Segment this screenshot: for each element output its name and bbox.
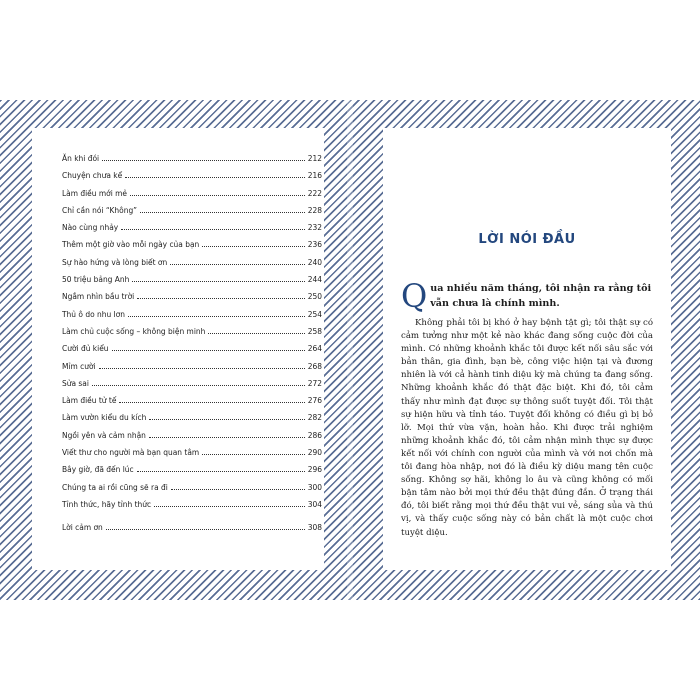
toc-row	[62, 519, 322, 536]
toc-row	[62, 236, 322, 253]
toc-leader-dots	[132, 277, 304, 282]
toc-leader-dots	[170, 260, 305, 265]
toc-page-number: 308	[307, 522, 322, 533]
toc-title: Bây giờ, đã đến lúc	[62, 464, 134, 475]
toc-row	[62, 409, 322, 426]
preface-title: LỜI NÓI ĐẦU	[478, 232, 576, 247]
toc-leader-dots	[119, 398, 304, 403]
left-page	[32, 128, 324, 570]
toc-row	[62, 375, 322, 392]
toc-leader-dots	[121, 225, 305, 230]
toc-leader-dots	[154, 502, 305, 507]
toc-page-number: 258	[307, 325, 322, 336]
toc-leader-dots	[171, 485, 305, 490]
toc-leader-dots	[99, 364, 305, 369]
toc-title: Làm điều mới mẻ	[62, 187, 128, 198]
toc-row	[62, 496, 322, 513]
toc-row	[62, 479, 322, 496]
toc-page-number: 290	[307, 447, 322, 458]
toc-leader-dots	[202, 450, 305, 455]
toc-leader-dots	[106, 525, 305, 530]
toc-title: Chuyện chưa kể	[62, 170, 123, 181]
toc-title: Nào cùng nhảy	[62, 222, 119, 233]
preface-paragraph: Không phải tôi bị khó ở hay bệnh tật gì; tôi thật sự có cảm tưởng như một kẻ nào khác đang sống cuộc đời của mình. Có những khoảnh khắc tôi được kết nối sâu sắc với bản thân, gia đình, bạn bè, công việc hiện tại và đương nhiên là với cả hành tinh diệu kỳ mà chúng ta đang sống. Những khoảnh khắc đó thật đặc biệt. Khi đó, tôi cảm thấy như mình đạt được sự thông suốt tuyệt đối. Tôi thật sự hiện hữu và tỉnh táo. Tuyệt đối không có điều gì bị bỏ lỡ. Mọi thứ vừa vặn, hoàn hảo. Khi được trải nghiệm những khoảnh khắc đó, tôi cảm nhận mình thực sự được kết nối với chính con người của mình và với nơi chốn mà tôi đang hòa nhập, nơi đó là điều kỳ diệu mang tên cuộc sống. Không sợ hãi, không lo âu và cũng không có mối bận tâm nào bởi mọi thứ đều thật đúng đắn. Ở trạng thái đó, tôi biết rằng mọi thứ đều thật vui vẻ, sáng sủa và thú vị, và thấy cuộc sống này có bản chất là một cuộc chơi tuyệt diệu.	[401, 318, 653, 538]
toc-title: Sửa sai	[62, 377, 89, 388]
toc-leader-dots	[149, 415, 304, 420]
toc-title: Làm chủ cuộc sống – không biện minh	[62, 325, 206, 336]
toc-page-number: 264	[307, 343, 322, 354]
toc-page-number: 240	[307, 256, 322, 267]
toc-title: Chỉ cần nói “Không”	[62, 204, 138, 215]
toc-title: Viết thư cho người mà bạn quan tâm	[62, 447, 200, 458]
toc-row	[62, 288, 322, 305]
toc-row	[62, 461, 322, 478]
toc-leader-dots	[130, 191, 305, 196]
right-page	[383, 128, 671, 570]
toc-leader-dots	[125, 173, 305, 178]
toc-title: Lời cảm ơn	[62, 522, 103, 533]
preface-intro	[401, 277, 653, 315]
toc-page-number: 272	[307, 377, 322, 388]
toc-page-number: 296	[307, 464, 322, 475]
toc-leader-dots	[149, 433, 305, 438]
toc-title: Mỉm cười	[62, 360, 96, 371]
toc-title: Chúng ta ai rồi cũng sẽ ra đi	[62, 481, 168, 492]
toc-leader-dots	[137, 467, 305, 472]
toc-row	[62, 219, 322, 236]
toc-row	[62, 340, 322, 357]
toc-leader-dots	[208, 329, 304, 334]
toc-row	[62, 392, 322, 409]
toc-page-number: 268	[307, 360, 322, 371]
toc-row	[62, 323, 322, 340]
toc-leader-dots	[140, 208, 305, 213]
toc-page-number: 232	[307, 222, 322, 233]
toc-page-number: 212	[307, 153, 322, 163]
toc-page-number: 304	[307, 498, 322, 509]
toc-title: Làm vườn kiểu du kích	[62, 412, 147, 423]
toc-leader-dots	[202, 242, 304, 247]
toc-page-number: 250	[307, 291, 322, 302]
toc-row	[62, 202, 322, 219]
toc-title: 50 triệu bảng Anh	[62, 274, 130, 285]
toc-title: Ăn khi đói	[62, 153, 100, 163]
toc-row	[62, 185, 322, 202]
toc-title: Thêm một giờ vào mỗi ngày của bạn	[62, 239, 200, 250]
toc-title: Ngắm nhìn bầu trời	[62, 291, 135, 302]
toc-row	[62, 444, 322, 461]
drop-cap: Q	[401, 277, 428, 315]
toc-row	[62, 427, 322, 444]
book-spread	[0, 100, 700, 600]
toc-title: Sự hào hứng và lòng biết ơn	[62, 256, 168, 267]
toc-leader-dots	[102, 156, 305, 161]
toc-row	[62, 306, 322, 323]
toc-page-number: 300	[307, 481, 322, 492]
toc-row	[62, 150, 322, 167]
toc-page-number: 216	[307, 170, 322, 181]
toc-leader-dots	[137, 294, 305, 299]
toc-title: Thủ ô do nhu lơn	[62, 308, 125, 319]
toc-leader-dots	[112, 346, 305, 351]
toc-title: Tỉnh thức, hãy tỉnh thức	[62, 498, 152, 509]
toc-page-number: 236	[307, 239, 322, 250]
toc-page-number: 286	[307, 429, 322, 440]
toc-row	[62, 358, 322, 375]
toc-row	[62, 167, 322, 184]
toc-page-number: 254	[307, 308, 322, 319]
toc-page-number: 244	[307, 274, 322, 285]
toc-title: Ngồi yên và cảm nhận	[62, 429, 146, 440]
gutter	[347, 100, 353, 600]
toc-row	[62, 254, 322, 271]
toc-page-number: 228	[307, 204, 322, 215]
toc-leader-dots	[92, 381, 305, 386]
toc-title: Làm điều tử tế	[62, 395, 117, 406]
toc-title: Cười đủ kiểu	[62, 343, 109, 354]
intro-text: ua nhiều năm tháng, tôi nhận ra rằng tôi vẫn chưa là chính mình.	[430, 283, 652, 309]
toc-page-number: 222	[307, 187, 322, 198]
table-of-contents	[62, 150, 322, 537]
toc-leader-dots	[128, 312, 305, 317]
toc-page-number: 276	[307, 395, 322, 406]
toc-page-number: 282	[307, 412, 322, 423]
preface-body	[401, 277, 653, 540]
toc-row	[62, 271, 322, 288]
